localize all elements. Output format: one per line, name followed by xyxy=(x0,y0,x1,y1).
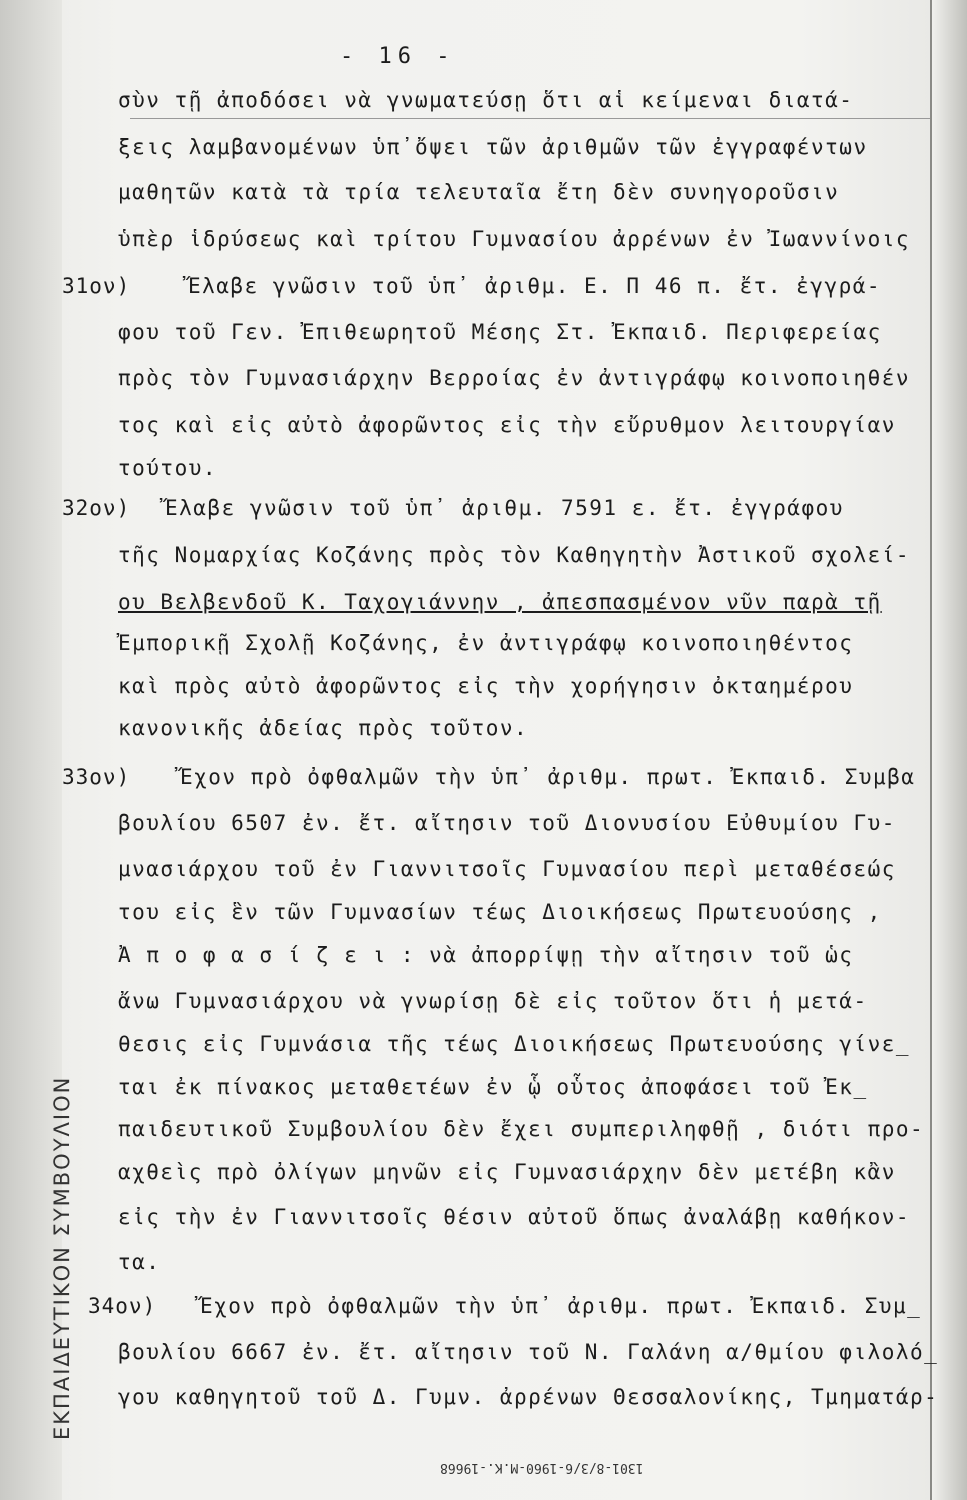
text-line: μνασιάρχου τοῦ ἐν Γιαννιτσοῖς Γυμνασίου περὶ μεταθέσεώς xyxy=(118,857,896,881)
text-line: τῆς Νομαρχίας Κοζάνης πρὸς τὸν Καθηγητὴν Ἀστικοῦ σχολεί- xyxy=(118,543,911,567)
text-line: Ἔχον πρὸ ὀφθαλμῶν τὴν ὑπ᾽ ἀριθμ. πρωτ. Ἐκπαιδ. Συμβα xyxy=(180,765,916,789)
item-number: 33ον) xyxy=(62,765,131,789)
text-line: γου καθηγητοῦ τοῦ Δ. Γυμν. ἀρρένων Θεσσαλονίκης, Τμηματάρ- xyxy=(118,1385,939,1409)
text-line: πρὸς τὸν Γυμνασιάρχην Βερροίας ἐν ἀντιγράφῳ κοινοποιηθέν xyxy=(118,366,911,390)
text-line: βουλίου 6507 ἐν. ἔτ. αἴτησιν τοῦ Διονυσίου Εὐθυμίου Γυ- xyxy=(118,811,896,835)
item-number: 34ον) xyxy=(88,1294,157,1318)
text-line: βουλίου 6667 ἐν. ἔτ. αἴτησιν τοῦ Ν. Γαλάνη α/θμίου φιλολό_ xyxy=(118,1340,939,1364)
text-line: καὶ πρὸς αὐτὸ ἀφορῶντος εἰς τὴν χορήγησιν ὀκταημέρου xyxy=(118,674,854,698)
text-line: φου τοῦ Γεν. Ἐπιθεωρητοῦ Μέσης Στ. Ἐκπαιδ. Περιφερείας xyxy=(118,320,882,344)
text-line: τα. xyxy=(118,1250,161,1274)
text-line: Ἔλαβε γνῶσιν τοῦ ὑπ᾽ ἀριθμ. Ε. Π 46 π. ἔτ. ἐγγρά- xyxy=(188,274,882,298)
text-line: Ἔχον πρὸ ὀφθαλμῶν τὴν ὑπ᾽ ἀριθμ. πρωτ. Ἐκπαιδ. Συμ_ xyxy=(200,1294,922,1318)
text-line: παιδευτικοῦ Συμβουλίου δὲν ἔχει συμπεριληφθῇ , διότι προ- xyxy=(118,1117,925,1141)
text-line: ξεις λαμβανομένων ὑπ᾽ὄψει τῶν ἀριθμῶν τῶν ἐγγραφέντων xyxy=(118,135,868,159)
text-line: ται ἐκ πίνακος μεταθετέων ἐν ᾧ οὗτος ἀποφάσει τοῦ Ἐκ_ xyxy=(118,1075,868,1099)
text-line: τούτου. xyxy=(118,456,218,480)
text-line: Ἀ π ο φ α σ ί ζ ε ι : νὰ ἀπορρίψῃ τὴν αἴτησιν τοῦ ὡς xyxy=(118,943,854,967)
text-line: μαθητῶν κατὰ τὰ τρία τελευταῖα ἔτη δὲν συνηγοροῦσιν xyxy=(118,180,840,204)
text-line: ἄνω Γυμνασιάρχου νὰ γνωρίσῃ δὲ εἰς τοῦτον ὅτι ἡ μετά- xyxy=(118,989,868,1013)
item-number: 32ον) xyxy=(62,496,131,520)
printer-footer: 1301-8/3/6-1960-Μ.Κ.-19668 xyxy=(440,1460,644,1475)
text-line: σὺν τῇ ἀποδόσει νὰ γνωματεύσῃ ὅτι αἱ κείμεναι διατά- xyxy=(118,88,854,112)
text-line: Ἔλαβε γνῶσιν τοῦ ὑπ᾽ ἀριθμ. 7591 ε. ἔτ. ἐγγράφου xyxy=(165,496,844,520)
page-edge xyxy=(930,0,967,1500)
text-line: θεσις εἰς Γυμνάσια τῆς τέως Διοικήσεως Πρωτευούσης γίνε_ xyxy=(118,1032,911,1056)
text-line: του εἰς ἓν τῶν Γυμνασίων τέως Διοικήσεως Πρωτευούσης , xyxy=(118,900,882,924)
text-line: αχθεὶς πρὸ ὀλίγων μηνῶν εἰς Γυμνασιάρχην δὲν μετέβη κἂν xyxy=(118,1160,896,1184)
header-rule xyxy=(130,118,930,119)
text-line: κανονικῆς ἀδείας πρὸς τοῦτον. xyxy=(118,716,529,740)
text-line: ου Βελβενδοῦ Κ. Ταχογιάννην , ἀπεσπασμένον νῦν παρὰ τῇ xyxy=(118,590,882,614)
text-line: ὑπὲρ ἱδρύσεως καὶ τρίτου Γυμνασίου ἀρρένων ἐν Ἰωαννίνοις xyxy=(118,227,911,251)
text-line: εἰς τὴν ἐν Γιαννιτσοῖς θέσιν αὐτοῦ ὅπως ἀναλάβῃ καθήκον- xyxy=(118,1205,911,1229)
text-line: Ἐμπορικῇ Σχολῇ Κοζάνης, ἐν ἀντιγράφῳ κοινοποιηθέντος xyxy=(118,631,854,655)
item-number: 31ον) xyxy=(62,274,131,298)
text-line: τος καὶ εἰς αὐτὸ ἀφορῶντος εἰς τὴν εὔρυθμον λειτουργίαν xyxy=(118,413,896,437)
page-number: - 16 - xyxy=(340,44,456,69)
side-stamp: ΕΚΠΑΙΔΕΥΤΙΚΟΝ ΣΥΜΒΟΥΛΙΟΝ xyxy=(50,1075,74,1440)
